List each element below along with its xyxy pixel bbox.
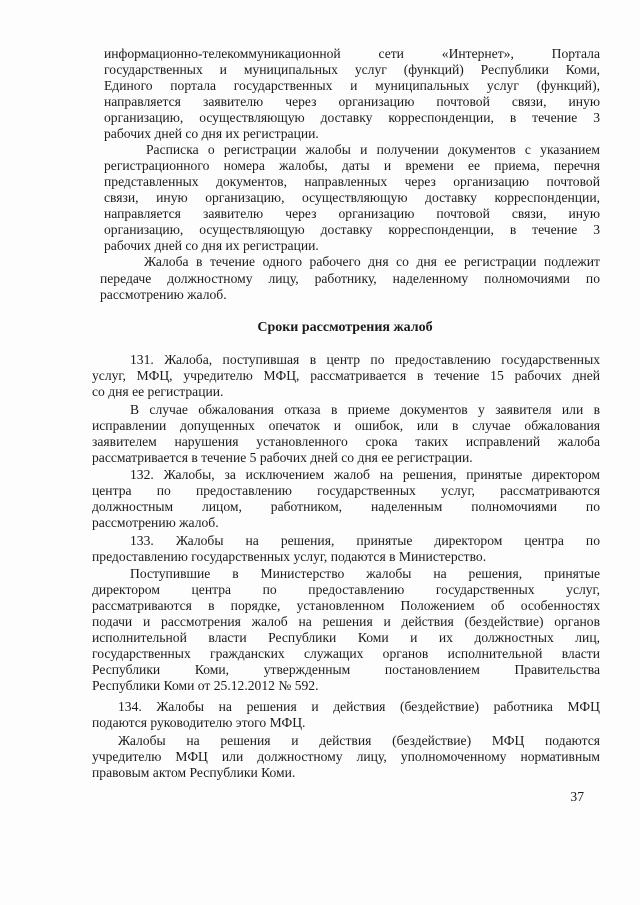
text-line: государственных и муниципальных услуг (функций) Республики Коми, (104, 62, 600, 77)
text-line: рабочих дней со дня их регистрации. (104, 238, 319, 253)
text-line: государственных гражданских служащих органов исполнительной власти (92, 646, 600, 661)
text-line: правовым актом Республики Коми. (92, 765, 296, 780)
text-line: центра по предоставлению государственных услуг, рассматриваются (92, 483, 600, 498)
text-line: рабочих дней со дня их регистрации. (104, 126, 319, 141)
text-line: Поступившие в Министерство жалобы на решения, принятые (130, 566, 600, 581)
text-line: организацию, осуществляющую доставку корреспонденции, в течение 3 (104, 110, 600, 125)
text-line: 134. Жалобы на решения и действия (бездействие) работника МФЦ (118, 699, 600, 714)
text-line: В случае обжалования отказа в приеме документов у заявителя или в (130, 402, 600, 417)
text-line: исполнительной власти Республики Коми и их должностных лиц, (92, 630, 600, 645)
text-line: регистрационного номера жалобы, даты и времени ее приема, перечня (104, 158, 600, 173)
text-line: рассматривается в течение 5 рабочих дней со дня ее регистрации. (92, 450, 473, 465)
text-line: связи, иную организацию, осуществляющую доставку корреспонденции, (104, 190, 600, 205)
text-line: рассмотрению жалоб. (100, 287, 227, 302)
text-line: со дня ее регистрации. (92, 384, 224, 399)
text-line: заявителем нарушения установленного срока таких исправлений жалоба (92, 434, 600, 449)
text-line: директором центра по предоставлению государственных услуг, (92, 582, 600, 597)
text-line: предоставлению государственных услуг, подаются в Министерство. (92, 549, 487, 564)
text-line: услуг, МФЦ, учредителю МФЦ, рассматривается в течение 15 рабочих дней (92, 368, 600, 383)
text-line: направляется заявителю через организацию почтовой связи, иную (104, 206, 600, 221)
text-line: должностным лицом, работником, наделенным полномочиями по (92, 499, 600, 514)
text-line: представленных документов, направленных через организацию почтовой (104, 174, 600, 189)
text-line: рассматриваются в порядке, установленном Положением об особенностях (92, 598, 600, 613)
text-line: информационно-телекоммуникационной сети «Интернет», Портала (104, 46, 600, 61)
text-line: 131. Жалоба, поступившая в центр по предоставлению государственных (130, 352, 600, 367)
text-line: Единого портала государственных и муниципальных услуг (функций), (104, 78, 600, 93)
text-line: подаются руководителю этого МФЦ. (92, 715, 306, 730)
text-line: направляется заявителю через организацию почтовой связи, иную (104, 94, 600, 109)
text-line: 133. Жалобы на решения, принятые директором центра по (130, 533, 600, 548)
text-line: Республики Коми, утвержденным постановлением Правительства (92, 662, 600, 677)
text-line: Республики Коми от 25.12.2012 № 592. (92, 678, 319, 693)
text-line: Жалобы на решения и действия (бездействие) МФЦ подаются (118, 733, 600, 748)
text-line: подачи и рассмотрения жалоб на решения и действия (бездействие) органов (92, 614, 600, 629)
text-line: 132. Жалобы, за исключением жалоб на решения, принятые директором (130, 467, 600, 482)
text-line: Расписка о регистрации жалобы и получении документов с указанием (146, 142, 600, 157)
text-line: рассмотрению жалоб. (92, 515, 219, 530)
text-line: организацию, осуществляющую доставку корреспонденции, в течение 3 (104, 222, 600, 237)
text-line: исправлении допущенных опечаток и ошибок, или в случае обжалования (92, 418, 600, 433)
page-number: 37 (570, 789, 584, 804)
text-line: передаче должностному лицу, работнику, наделенному полномочиями по (100, 271, 600, 286)
text-line: Жалоба в течение одного рабочего дня со дня ее регистрации подлежит (144, 254, 600, 269)
text-line: учредителю МФЦ или должностному лицу, уполномоченному нормативным (92, 749, 600, 764)
section-heading: Сроки рассмотрения жалоб (257, 320, 433, 335)
